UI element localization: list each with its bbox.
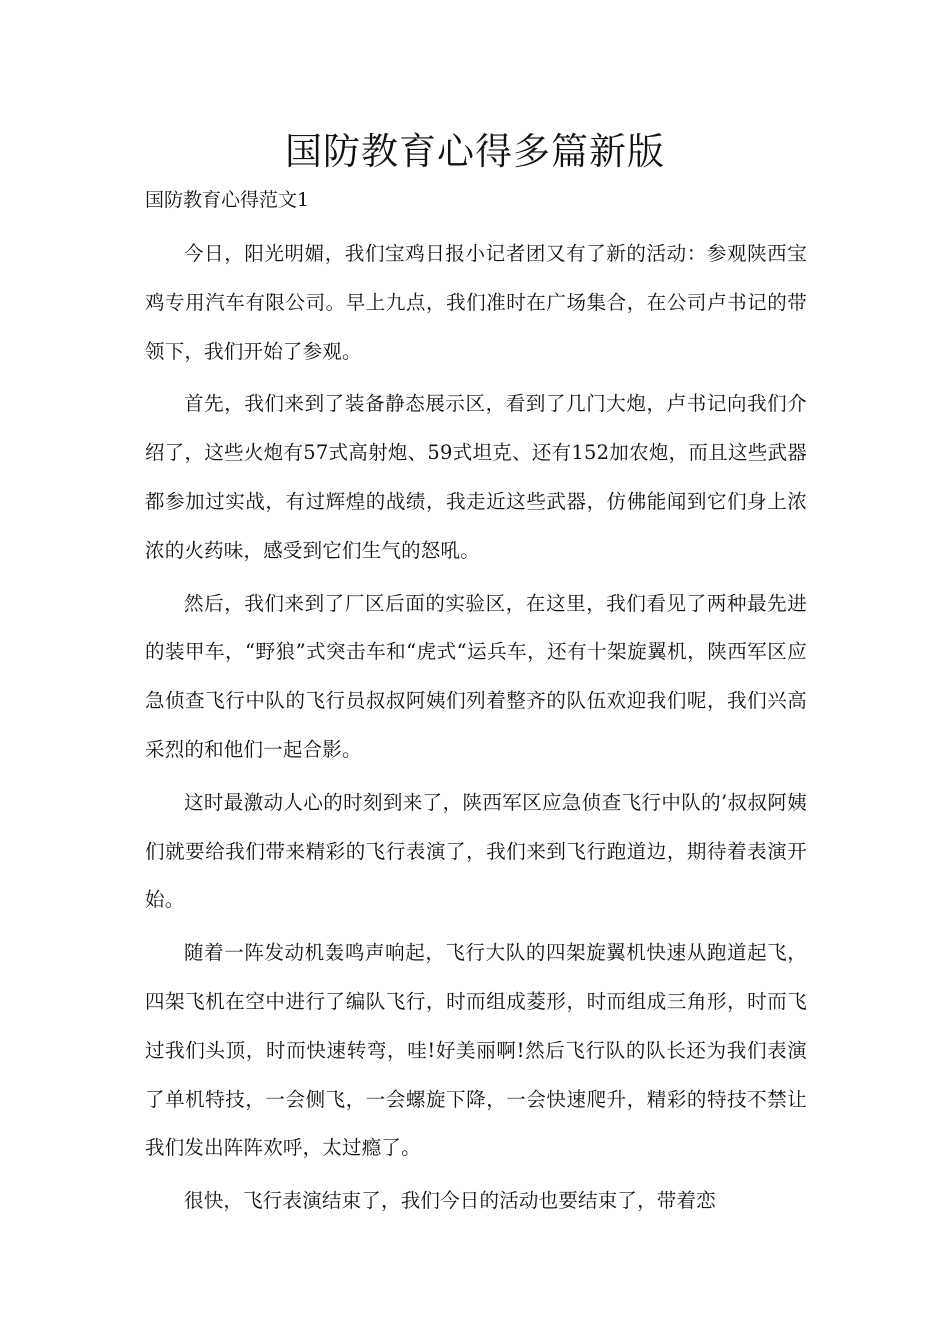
paragraph: 然后，我们来到了厂区后面的实验区，在这里，我们看见了两种最先进的装甲车，“野狼”式突击车和“虎式“运兵车，还有十架旋翼机，陕西军区应急侦查飞行中队的飞行员叔叔阿姨们列着整齐的队伍欢迎我们呢，我们兴高采烈的和他们一起合影。 [145, 591, 807, 761]
paragraph: 今日，阳光明媚，我们宝鸡日报小记者团又有了新的活动：参观陕西宝鸡专用汽车有限公司。早上九点，我们准时在广场集合，在公司卢书记的带领下，我们开始了参观。 [145, 242, 807, 363]
paragraph: 随着一阵发动机轰鸣声响起，飞行大队的四架旋翼机快速从跑道起飞，四架飞机在空中进行了编队飞行，时而组成菱形，时而组成三角形，时而飞过我们头顶，时而快速转弯，哇!好美丽啊!然后飞行队的队长还为我们表演了单机特技，一会侧飞，一会螺旋下降，一会快速爬升，精彩的特技不禁让我们发出阵阵欢呼，太过瘾了。 [145, 941, 807, 1160]
body-text [145, 230, 807, 1226]
paragraph: 首先，我们来到了装备静态展示区，看到了几门大炮，卢书记向我们介绍了，这些火炮有57式高射炮、59式坦克、还有152加农炮，而且这些武器都参加过实战，有过辉煌的战绩，我走近这些武器，仿佛能闻到它们身上浓浓的火药味，感受到它们生气的怒吼。 [145, 392, 807, 562]
paragraph: 这时最激动人心的时刻到来了，陕西军区应急侦查飞行中队的’叔叔阿姨们就要给我们带来精彩的飞行表演了，我们来到飞行跑道边，期待着表演开始。 [145, 790, 807, 912]
paragraph: 很快，飞行表演结束了，我们今日的活动也要结束了，带着恋 [184, 1189, 716, 1213]
document-title: 国防教育心得多篇新版 [285, 130, 665, 173]
section-subtitle: 国防教育心得范文1 [145, 189, 310, 211]
